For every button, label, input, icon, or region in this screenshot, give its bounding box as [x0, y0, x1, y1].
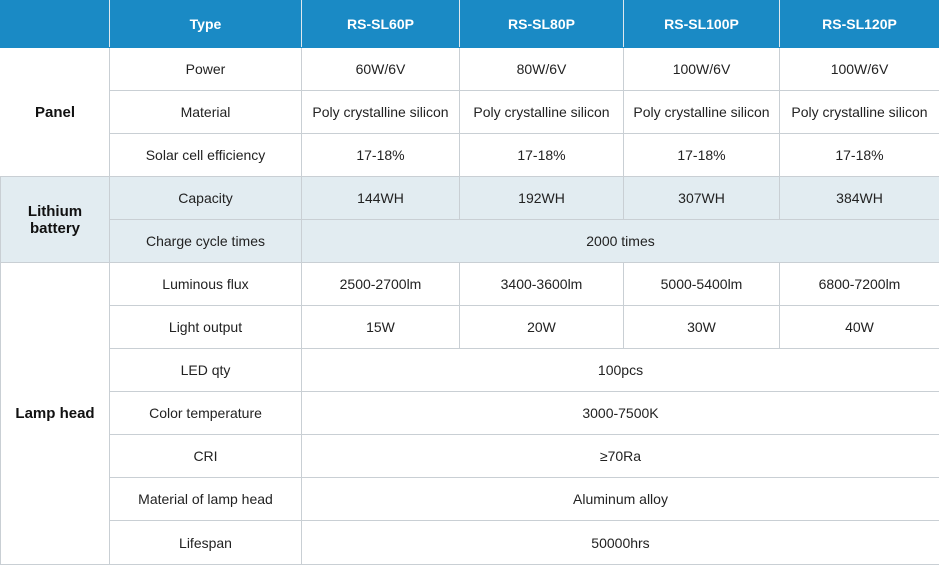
- cell-value-merged: 2000 times: [302, 220, 939, 263]
- table-row-power: [1, 48, 939, 91]
- cell-value-merged: 100pcs: [302, 349, 939, 392]
- cell-value: 17-18%: [460, 134, 624, 177]
- cell-value-merged: 50000hrs: [302, 521, 939, 565]
- table-row-lifespan: [1, 521, 939, 565]
- cell-value: 2500-2700lm: [302, 263, 460, 306]
- header-corner: [1, 1, 110, 48]
- group-lamp-head: Lamp head: [1, 263, 110, 565]
- row-label: Lifespan: [110, 521, 302, 565]
- cell-value: 15W: [302, 306, 460, 349]
- cell-value: Poly crystalline silicon: [302, 91, 460, 134]
- cell-value: 17-18%: [624, 134, 780, 177]
- group-battery-line2: battery: [29, 219, 81, 237]
- cell-value: 80W/6V: [460, 48, 624, 91]
- row-label: Color temperature: [110, 392, 302, 435]
- cell-value: 384WH: [780, 177, 939, 220]
- table-row-light-output: [1, 306, 939, 349]
- row-label: Charge cycle times: [110, 220, 302, 263]
- row-label: Capacity: [110, 177, 302, 220]
- cell-value: 60W/6V: [302, 48, 460, 91]
- group-panel: Panel: [1, 48, 110, 177]
- table-row-led-qty: [1, 349, 939, 392]
- table-row-luminous-flux: [1, 263, 939, 306]
- cell-value: Poly crystalline silicon: [624, 91, 780, 134]
- group-battery-line1: Lithium: [27, 202, 83, 220]
- table-row-lamp-material: [1, 478, 939, 521]
- row-label: Material of lamp head: [110, 478, 302, 521]
- cell-value: 307WH: [624, 177, 780, 220]
- row-label: Power: [110, 48, 302, 91]
- cell-value: 100W/6V: [780, 48, 939, 91]
- cell-value: Poly crystalline silicon: [460, 91, 624, 134]
- cell-value: 40W: [780, 306, 939, 349]
- table-row-efficiency: [1, 134, 939, 177]
- table-row-material: [1, 91, 939, 134]
- row-label: Solar cell efficiency: [110, 134, 302, 177]
- cell-value: Poly crystalline silicon: [780, 91, 939, 134]
- row-label: CRI: [110, 435, 302, 478]
- table-row-capacity: [1, 177, 939, 220]
- cell-value: 20W: [460, 306, 624, 349]
- group-lithium-battery: [1, 177, 110, 263]
- cell-value-merged: ≥70Ra: [302, 435, 939, 478]
- cell-value: 100W/6V: [624, 48, 780, 91]
- header-model: RS-SL80P: [460, 1, 624, 48]
- cell-value: 6800-7200lm: [780, 263, 939, 306]
- row-label: Light output: [110, 306, 302, 349]
- table-row-color-temperature: [1, 392, 939, 435]
- cell-value: 144WH: [302, 177, 460, 220]
- header-row: [1, 1, 939, 48]
- header-model: RS-SL100P: [624, 1, 780, 48]
- table-row-cri: [1, 435, 939, 478]
- cell-value-merged: Aluminum alloy: [302, 478, 939, 521]
- cell-value: 3400-3600lm: [460, 263, 624, 306]
- cell-value-merged: 3000-7500K: [302, 392, 939, 435]
- cell-value: 30W: [624, 306, 780, 349]
- header-type: Type: [110, 1, 302, 48]
- row-label: LED qty: [110, 349, 302, 392]
- row-label: Material: [110, 91, 302, 134]
- row-label: Luminous flux: [110, 263, 302, 306]
- cell-value: 17-18%: [780, 134, 939, 177]
- cell-value: 5000-5400lm: [624, 263, 780, 306]
- cell-value: 17-18%: [302, 134, 460, 177]
- table-row-charge-cycles: [1, 220, 939, 263]
- header-model: RS-SL120P: [780, 1, 939, 48]
- cell-value: 192WH: [460, 177, 624, 220]
- header-model: RS-SL60P: [302, 1, 460, 48]
